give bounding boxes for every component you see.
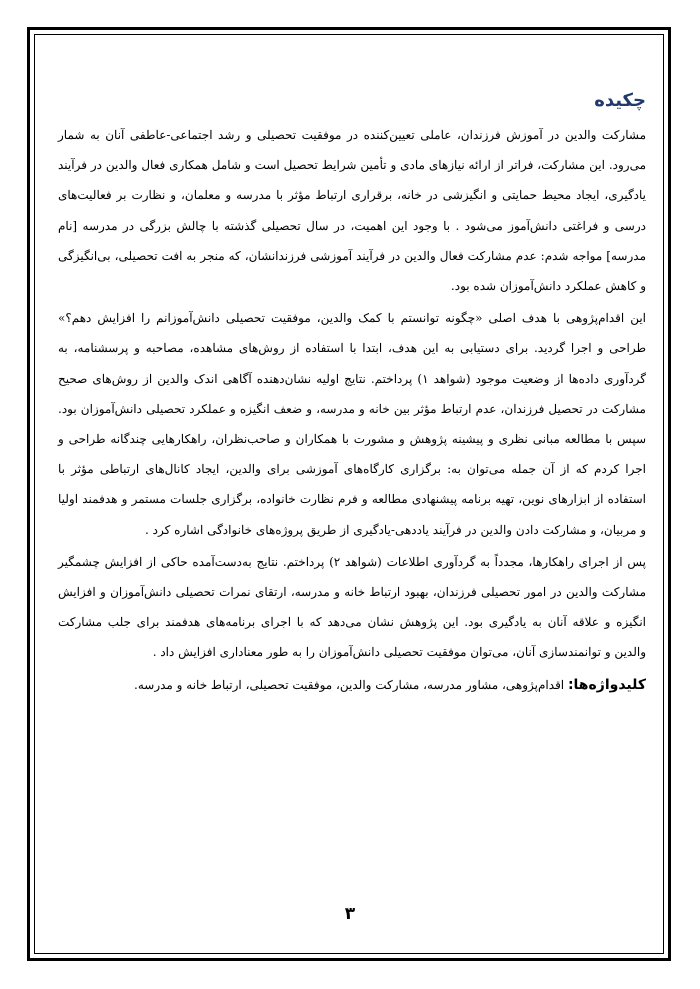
- abstract-paragraph-1: مشارکت والدین در آموزش فرزندان، عاملی تعیین‌کننده در موفقیت تحصیلی و رشد اجتماعی-عاطفی آنان به شمار می‌رود. این مشارکت، فراتر از ارائه نیازهای مادی و تأمین شرایط تحصیل است و شامل همکاری فعال والدین در فرآیند یادگیری، ایجاد محیط حمایتی و انگیزشی در خانه، برقراری ارتباط مؤثر با مدرسه و معلمان، و نظارت بر فعالیت‌های درسی و فراغتی دانش‌آموز می‌شود . با وجود این اهمیت، در سال تحصیلی گذشته با چالش بزرگی در مدرسه [نام مدرسه] مواجه شدم: عدم مشارکت فعال والدین در فرآیند آموزشی فرزندانشان، که منجر به افت تحصیلی، بی‌انگیزگی و کاهش عملکرد دانش‌آموزان شده بود.: [58, 128, 646, 294]
- page-number: ۳: [344, 904, 356, 924]
- abstract-paragraph-2: این اقدام‌پژوهی با هدف اصلی «چگونه توانستم با کمک والدین، موفقیت تحصیلی دانش‌آموزانم را افزایش دهم؟» طراحی و اجرا گردید. برای دستیابی به این هدف، ابتدا با استفاده از روش‌های مشاهده، مصاحبه و پرسشنامه، به گردآوری داده‌ها از وضعیت موجود (شواهد ۱) پرداختم. نتایج اولیه نشان‌دهنده آگاهی اندک والدین از روش‌های صحیح مشارکت در تحصیل فرزندان، عدم ارتباط مؤثر بین خانه و مدرسه، و ضعف انگیزه و عملکرد تحصیلی دانش‌آموزان بود. سپس با مطالعه مبانی نظری و پیشینه پژوهش و مشورت با همکاران و صاحب‌نظران، راهکارهایی چندگانه طراحی و اجرا کردم که از آن جمله می‌توان به: برگزاری کارگاه‌های آموزشی برای والدین، ایجاد کانال‌های ارتباطی مؤثر با استفاده از ابزارهای نوین، تهیه برنامه پیشنهادی مطالعه و فرم نظارت خانواده، برگزاری جلسات مستمر و هدفمند اولیا و مربیان، و مشارکت دادن والدین در فرآیند یاددهی-یادگیری از طریق پروژه‌های خانوادگی اشاره کرد .: [58, 311, 647, 537]
- abstract-title: چکیده: [594, 90, 646, 111]
- keywords-text: اقدام‌پژوهی، مشاور مدرسه، مشارکت والدین، موفقیت تحصیلی، ارتباط خانه و مدرسه.: [134, 677, 568, 692]
- keywords-line: [58, 670, 646, 700]
- abstract-section: [58, 88, 646, 700]
- keywords-label: کلیدواژه‌ها:: [567, 676, 646, 693]
- abstract-paragraph-3: پس از اجرای راهکارها، مجدداً به گردآوری اطلاعات (شواهد ۲) پرداختم. نتایج به‌دست‌آمده حاکی از افزایش چشمگیر مشارکت والدین در امور تحصیلی فرزندان، بهبود ارتباط خانه و مدرسه، ارتقای نمرات تحصیلی دانش‌آموزان و افزایش انگیزه و علاقه آنان به یادگیری بود. این پژوهش نشان می‌دهد که با اجرای برنامه‌های هدفمند برای جلب مشارکت والدین و توانمندسازی آنان، می‌توان موفقیت تحصیلی دانش‌آموزان را به طور معناداری افزایش داد .: [58, 554, 646, 660]
